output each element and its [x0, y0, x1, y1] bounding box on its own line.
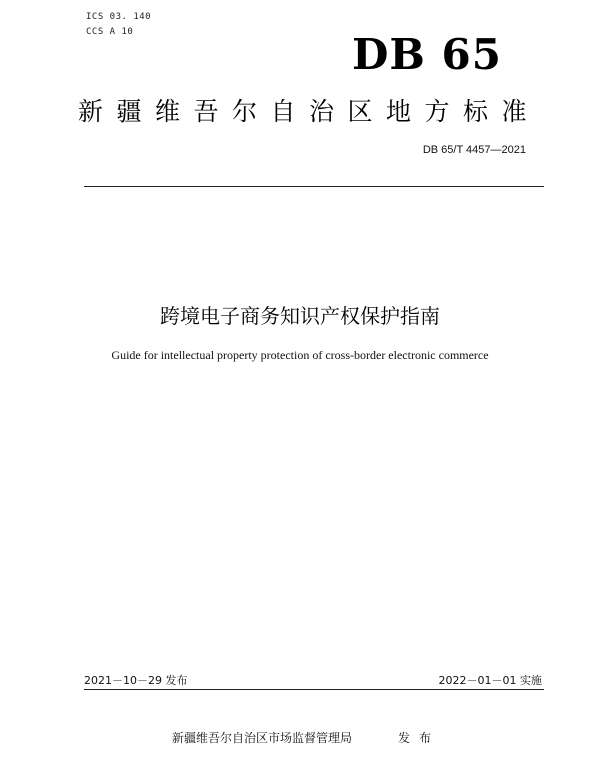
ccs-code: CCS A 10 [86, 27, 134, 37]
standard-type: 新疆维吾尔自治区地方标准 [78, 97, 541, 126]
bottom-divider [84, 689, 544, 690]
implementation-date: 2022－01－01 实施 [438, 674, 542, 687]
publish-label: 发布 [398, 731, 441, 745]
top-divider [84, 186, 544, 187]
document-title-chinese: 跨境电子商务知识产权保护指南 [160, 304, 440, 328]
db-logo: DB 65 [352, 30, 502, 79]
issue-date: 2021－10－29 发布 [84, 674, 188, 687]
ics-code: ICS 03. 140 [86, 12, 152, 22]
publisher: 新疆维吾尔自治区市场监督管理局 [172, 731, 353, 745]
standard-number: DB 65/T 4457—2021 [422, 144, 526, 156]
document-title-english: Guide for intellectual property protection of cross-border electronic commerce [111, 348, 489, 362]
